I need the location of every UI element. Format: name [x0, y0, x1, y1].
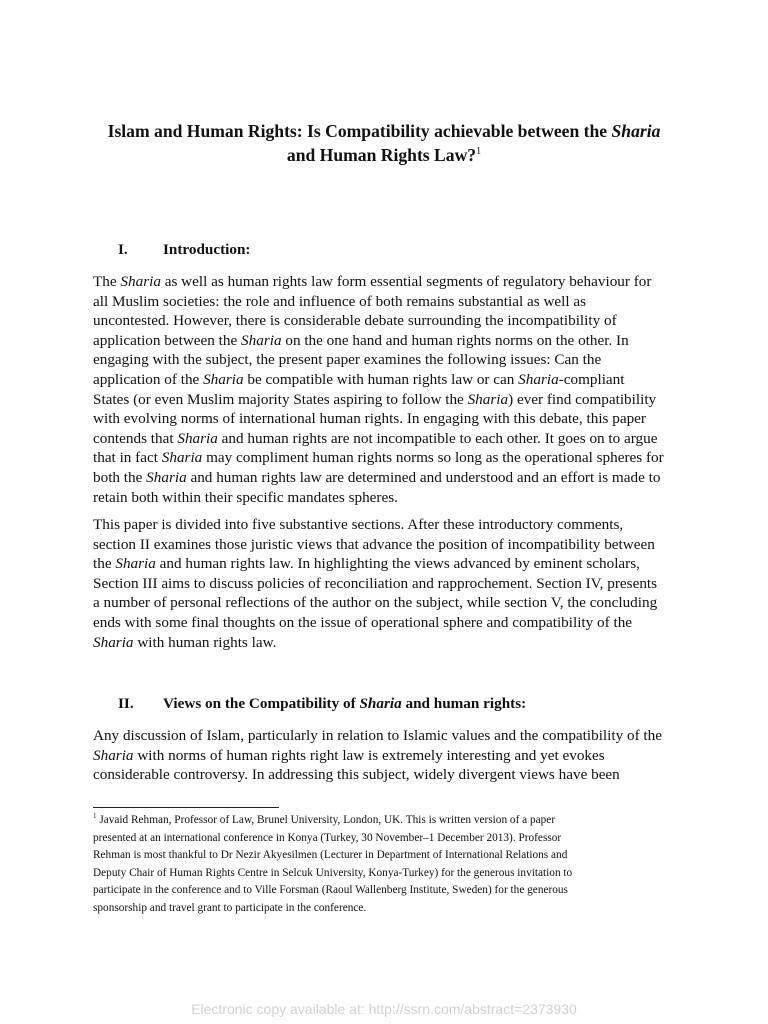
footnote-line: $^1$ Javaid Rehman, Professor of Law, Brunel University, London, UK. This is written version of a paper [93, 812, 556, 826]
paragraph-line: This paper is divided into five substantive sections. After these introductory comments, [93, 516, 624, 533]
paragraph-line: section II examines those juristic views that advance the position of incompatibility between [93, 535, 655, 553]
paragraph-line: States (or even Muslim majority States aspiring to follow the Sharia) ever find compatibility [93, 390, 657, 408]
paragraph-line: all Muslim societies: the role and influence of both remains substantial as well as [93, 292, 587, 310]
paragraph-line: uncontested. However, there is considerable debate surrounding the incompatibility of [93, 312, 617, 330]
title-line2: and Human Rights Law? [286, 145, 477, 165]
paragraph-line: Sharia with norms of human rights right law is extremely interesting and yet evokes [93, 746, 605, 764]
section-title: Views on the Compatibility of Sharia and human rights: [163, 695, 527, 712]
paragraph-line: the Sharia and human rights law. In highlighting the views advanced by eminent scholars, [93, 555, 640, 573]
footnote-line: Deputy Chair of Human Rights Centre in Selcuk University, Konya-Turkey) for the generous invitation to [93, 866, 573, 879]
paragraph-line: a number of personal reflections of the author on the subject, while section V, the concluding [93, 594, 658, 612]
paragraph-line: engaging with the subject, the present paper examines the following issues: Can the [93, 351, 602, 369]
title-line1: Islam and Human Rights: Is Compatibility achievable between the Sharia [107, 121, 661, 141]
paragraph-line: retain both within their specific mandates spheres. [93, 488, 398, 506]
paragraph-line: The Sharia as well as human rights law form essential segments of regulatory behaviour for [93, 273, 652, 290]
paragraph-introduction-1 [93, 272, 683, 507]
section-title: Introduction: [163, 241, 251, 258]
paragraph-line: application between the Sharia on the one hand and human rights norms on the other. In [93, 331, 629, 349]
paragraph-line: application of the Sharia be compatible with human rights law or can Sharia-compliant [93, 370, 625, 388]
footnote-line: sponsorship and travel grant to participate in the conference. [93, 901, 367, 914]
paragraph-introduction-2 [93, 515, 683, 652]
title-footnote-marker: 1 [476, 146, 482, 158]
paragraph-line: considerable controversy. In addressing this subject, widely divergent views have been [93, 766, 620, 784]
footnote-marker: 1 [93, 812, 97, 821]
footnote [93, 812, 683, 918]
footnote-separator [93, 807, 279, 808]
paragraph-line: contends that Sharia and human rights are not incompatible to each other. It goes on to argue [93, 429, 658, 447]
footnote-line: presented at an international conference in Konya (Turkey, 30 November–1 December 2013). Professor [93, 831, 562, 844]
paragraph-line: that in fact Sharia may compliment human rights norms so long as the operational spheres for [93, 449, 664, 467]
paragraph-line: Section III aims to discuss policies of reconciliation and rapprochement. Section IV, presents [93, 574, 658, 592]
paragraph-line: Any discussion of Islam, particularly in relation to Islamic values and the compatibility of the [93, 727, 662, 744]
paragraph-line: both the Sharia and human rights law are determined and understood and an effort is made to [93, 468, 661, 486]
paragraph-views-1 [93, 726, 683, 785]
section-number: II. [118, 695, 134, 712]
section-heading-introduction [118, 240, 250, 260]
footnote-line: Rehman is most thankful to Dr Nezir Akyesilmen (Lecturer in Department of International Relations and [93, 849, 568, 862]
paragraph-line: Sharia with human rights law. [93, 633, 277, 651]
footnote-line: participate in the conference and to Ville Forsman (Raoul Wallenberg Institute, Sweden) for the generous [93, 884, 568, 897]
paper-title [90, 119, 678, 167]
paragraph-line: ends with some final thoughts on the issue of operational sphere and compatibility of the [93, 613, 633, 631]
section-heading-views [118, 694, 526, 714]
section-number: I. [118, 241, 128, 258]
ssrn-watermark: Electronic copy available at: http://ssrn.com/abstract=2373930 [191, 1001, 577, 1017]
paragraph-line: with evolving norms of international human rights. In engaging with this debate, this paper [93, 410, 646, 428]
